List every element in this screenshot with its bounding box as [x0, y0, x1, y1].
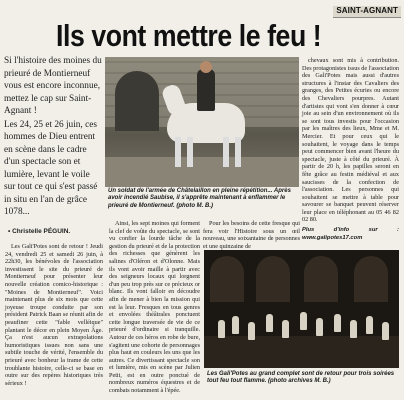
photo-caption-1: Un soldat de l'armée de Châtelaillon en pleine répétition... Après avoir incendié Saubise, il s'apprête maintenant à enflammer le prieuré de Montierneuf. (photo M. B.) — [108, 188, 291, 209]
article-paragraph: Les Gali'Potes sont de retour ! Jeudi 24, vendredi 25 et samedi 26 juin, à 22h30, les bénévoles de l'association investissent le site du prieuré de Montierneuf pour présenter leur nouvelle création comico-historique : "Moines de Montierneuf". Voici maintenant plus de six mois que cette joyeuse troupe conduite par son président Patrick Baan se réunit afin de peaufiner cette "fable velléique" plantant le décor en plein Moyen Âge. Ça n'est aucun extrapolations humoristiques issues non sans une subtile touche de vérité, l'ensemble du prieuré avec bonheur la trame de cette troublante histoire, celle-ci se base en outre sur des repères historiques très sérieux ! — [5, 243, 103, 387]
intro-paragraph: Les 24, 25 et 26 juin, ces hommes de Dieu entrent en scène dans le cadre d'un spectacle son et lumière, levant le voile sur tout ce qui s'est passé in situ en l'an de grâce 1078... — [4, 119, 98, 217]
section-label: SAINT-AGNANT — [336, 6, 398, 15]
article-paragraph: chevaux sont mis à contribution. Des protagonistes issus de l'association des Gali'Potes mais aussi d'autres structures à l'instar des Cavaliers des granges, des Petites écuries ou encore des Chevaliers pourpres. Autant d'artistes qui vont s'en donner à cœur joie au sein d'un environnement où ils se sont tous investis pour l'occasion par les maîtres des lieux, Mme et M. Mercier. Et pour ceux qui le souhaitent, le voyage dans le temps peut commencer bien avant l'heure du spectacle, juste à côté du prieuré. À partir de 20 h, les papilles seront en fête grâce au festin médiéval et aux saucisses de la confection de l'association. Les personnes qui souhaitent se mettre à table pour savourer se banquet peuvent réserver leur place en téléphonant au 05 46 82 02 80. — [302, 57, 400, 224]
more-info-link[interactable]: Plus d'info sur : www.galipotes17.com — [302, 227, 399, 241]
headline: Ils vont mettre le feu ! — [56, 18, 322, 53]
article-column-4 — [302, 57, 400, 241]
article-paragraph: Pour les besoins de cette fresque qui fera voir l'Histoire sous un œil nouveau, une soixantaine de personnes et une quinzaine de — [203, 220, 300, 250]
article-column-3 — [203, 220, 300, 250]
troupe-photo — [204, 250, 399, 368]
intro-lead — [4, 55, 103, 255]
byline: • Christelle PÉGUIN. — [8, 228, 71, 235]
article-column-1 — [5, 243, 103, 393]
photo-caption-2: Les Gali'Potes au grand complet sont de retour pour trois soirées tout feu tout flamme. (photo archives M. B.) — [207, 371, 395, 385]
rider-photo — [105, 57, 299, 187]
article-paragraph: Ainsi, les sept moines qui forment la clef de voûte du spectacle, se sont vu confier la lourde tâche de la gestion du prieuré et de la protection des richesses que génèrent les salines d'Oléron et d'Olonne. Mais ils vont avoir maille à partir avec des seigneurs locaux qui lorgnent d'un peu trop près sur ce précieux or blanc. Ils vont falloir en découdre afin de mener à bien la mission qui est la leur. Fresques en tous genres et envolées théâtrales ponctuent cette longue traversée de vie de ce prieuré d'ordinaire si tranquille. Autour de ces héros en robe de bure, s'agitent une cohorte de personnages plus haut en couleurs les uns que les autres. Ce divertissant spectacle son et lumière, mis en scène par Julien Petit, est en outre ponctué de nombreux numéros équestres et de combats notamment à l'épée. — [109, 220, 200, 395]
intro-paragraph: Si l'histoire des moines du prieuré de Montierneuf vous est encore inconnue, mettez le cap sur Saint-Agnant ! — [4, 56, 102, 116]
article-column-2 — [109, 220, 200, 395]
